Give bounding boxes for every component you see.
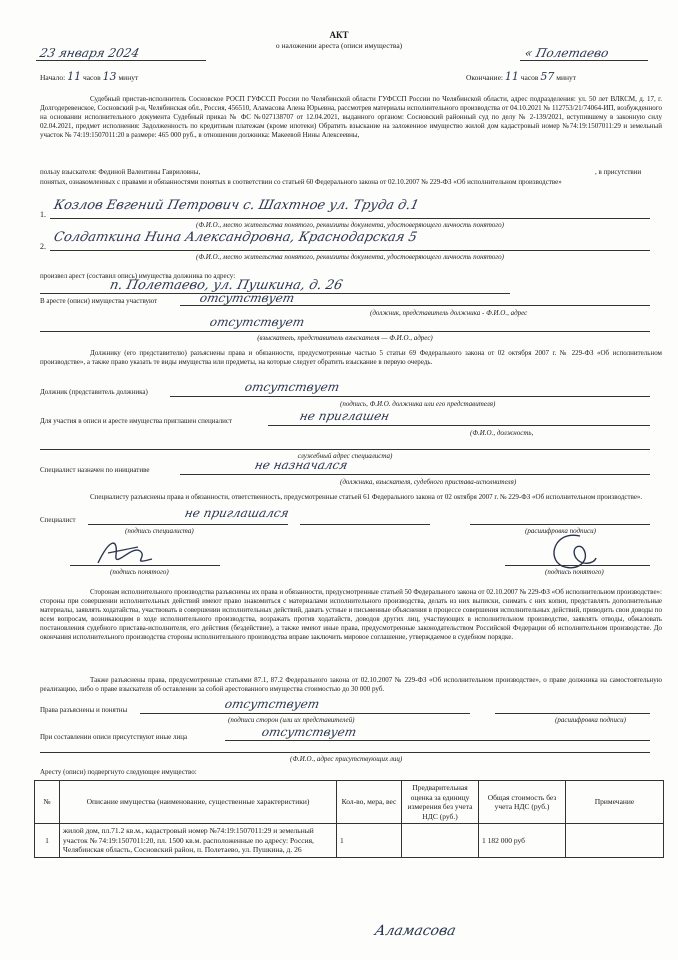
- parties-paragraph: Сторонам исполнительного производства разъяснены их права и обязанности, предусмотренные статьей 50 Федерального закона от 02.10.2007 № 229-ФЗ «Об исполнительном производстве»: стороны при совершении исполнительных действий имеют право знакомиться с материалами исполнительного производства, делать из них выписки, снимать с них копии, представлять дополнительные материалы, заявлять ходатайства, участвовать в совершении исполнительных действий, давать устные и письменные объяснения в процессе совершения исполнительных действий, приводить свои доводы по всем вопросам, возникающим в ходе исполнительного производства, возражать против ходатайств, доводов других лиц, участвующих в исполнительном производстве, заявлять отводы, обжаловать постановления судебного пристава-исполнителя, его действия (бездействие), а также имеют иные права, предусмотренные законодательством Российской Федерации об исполнительном производстве. До окончания исполнительного производства стороны исполнительного производства вправе заключить мировое соглашение, утверждаемое в судебном порядке.: [40, 588, 662, 641]
- absent-handwritten-2: отсутствует: [208, 315, 306, 329]
- debtor-sign-caption: (подпись, Ф.И.О. должника или его представителя): [340, 400, 496, 408]
- cell-note: [566, 824, 664, 858]
- others-label: При составлении описи присутствуют иные лица: [40, 733, 188, 741]
- presence-label: , в присутствии: [595, 168, 642, 176]
- cell-num: 1: [35, 824, 60, 858]
- not-invited-2-handwritten: не приглашался: [183, 506, 291, 520]
- cell-description: жилой дом, пл.71.2 кв.м., кадастровый номер №74:19:1507011:29 и земельный участок № 74:19:1507011:20, пл. 1500 кв.м. расположенные по адресу: Россия, Челябинская область, Сосновский район, п. Полетаево, ул. Пушкина, д. 26: [60, 824, 337, 858]
- col-total: Общая стоимость без учета НДС (руб.): [479, 781, 566, 824]
- place-handwritten: « Полетаево: [523, 46, 610, 60]
- rights-paragraph: Должнику (его представителю) разъяснены права и обязанности, предусмотренные частью 5 статьи 69 Федерального закона от 02 октября 2007 г. № 229-ФЗ «Об исполнительном производстве», а также право указать те виды имущества или предметы, на которые следует обратить взыскание в первую очередь.: [40, 349, 662, 366]
- specialist-sign-caption: (подпись специалиста): [125, 527, 194, 535]
- recoverer-caption: (взыскатель, представитель взыскателя — Ф.И.О., адрес): [257, 334, 433, 342]
- appointed-caption: (должника, взыскателя, судебного пристава-исполнителя): [340, 478, 517, 486]
- col-unit-price: Предварительная оценка за единицу измерения без учета НДС (руб.): [402, 781, 479, 824]
- col-note: Примечание: [566, 781, 664, 824]
- address-handwritten: п. Полетаево, ул. Пушкина, д. 26: [108, 278, 344, 293]
- end-time: Окончание: 11 часов 57 минут: [466, 70, 577, 83]
- not-invited-handwritten: не приглашен: [298, 409, 391, 423]
- absent-handwritten-1: отсутствует: [198, 291, 296, 305]
- appointed-label: Специалист назначен по инициативе: [40, 466, 150, 474]
- absent-handwritten-5: отсутствует: [260, 725, 358, 739]
- date-handwritten: 23 января 2024: [38, 46, 141, 60]
- property-table: [34, 780, 664, 858]
- witness2-signature: [540, 528, 600, 573]
- specialist-label: Для участия в описи и аресте имущества приглашен специалист: [40, 417, 233, 425]
- parties-sign-caption: (подписи сторон (или их представителей): [228, 716, 355, 724]
- decode-caption-2: (расшифровка подписи): [555, 716, 626, 724]
- cell-total: 1 182 000 руб: [479, 824, 566, 858]
- table-intro: Аресту (описи) подвергнуто следующее имущество:: [40, 768, 197, 776]
- witness1-signature: [90, 533, 160, 573]
- cell-quantity: 1: [337, 824, 402, 858]
- cell-unit-price: [402, 824, 479, 858]
- start-time: Начало: 11 часов 13 минут: [40, 70, 139, 83]
- doc-subtitle: о наложении ареста (описи имущества): [275, 41, 403, 50]
- explained-label: Права разъяснены и понятны: [40, 706, 128, 714]
- debtor-label: Должник (представитель должника): [40, 388, 148, 396]
- witness2-sign-caption: (подпись понятого): [545, 568, 604, 576]
- decode-caption: (расшифровка подписи): [525, 527, 596, 535]
- recoverer-line: пользу взыскателя: Фединой Валентины Гавриловны,: [40, 168, 201, 176]
- col-num: №: [35, 781, 60, 824]
- service-address-caption: служебный адрес специалиста): [297, 452, 393, 460]
- specialist-caption: (Ф.И.О., должность,: [470, 429, 534, 437]
- witness1-num: 1.: [40, 210, 46, 219]
- also-paragraph: Также разъяснены права, предусмотренные статьями 87.1, 87.2 Федерального закона от 02.10.2007 № 229-ФЗ «Об исполнительном производстве», о праве должника на самостоятельную реализацию, либо о праве взыскателя об оставлении за собой арестованного имущества стоимостью до 30 000 руб.: [40, 676, 662, 693]
- arrest-label: произвел арест (составил опись) имущества должника по адресу:: [40, 272, 236, 280]
- table-row: [35, 824, 664, 858]
- col-quantity: Кол-во, мера, вес: [337, 781, 402, 824]
- specialist-rights: Специалисту разъяснены права и обязанности, ответственность, предусмотренные статьей 61 Федерального закона от 02 октября 2007 г. № 229-ФЗ «Об исполнительном производстве».: [90, 493, 643, 501]
- witness2-handwritten: Солдаткина Нина Александровна, Краснодарская 5: [52, 230, 419, 245]
- witness2-caption: (Ф.И.О., место жительства понятого, реквизиты документа, удостоверяющего личность понятого): [196, 253, 504, 261]
- witness2-num: 2.: [40, 242, 46, 251]
- bottom-signature: Аламасова: [373, 923, 458, 939]
- witness1-sign-caption: (подпись понятого): [110, 568, 169, 576]
- absent-handwritten-3: отсутствует: [243, 380, 341, 394]
- absent-handwritten-4: отсутствует: [223, 697, 321, 711]
- intro-paragraph: Судебный пристав-исполнитель Сосновское РОСП ГУФССП России по Челябинской области ГУФССП России по Челябинской области, адрес подразделения: ул. 50 лет ВЛКСМ, д. 17, г. Долгодеревенское, Сосновский р-н, Челябинская обл., Россия, 456510, Аламасова Алена Юрьевна, рассмотрев материалы исполнительного производства от 04.10.2021 № 112753/21/74064-ИП, возбужденного на основании исполнительного документа Судебный приказ № ФС №027138707 от 12.04.2021, выданного органом: Сосновский районный суд по делу № 2-139/2021, вступившему в законную силу 02.04.2021, предмет исполнения: Задолженность по кредитным платежам (кроме ипотеки) Обратить взыскание на заложенное имущество жилой дом кадастровый номер №74:19:1507011:29 и земельный участок № 74:19:1507011:20 в размере: 465 000 руб., в отношении должника: Макеевой Нины Алексеевны,: [40, 95, 662, 139]
- col-description: Описание имущества (наименование, существенные характеристики): [60, 781, 337, 824]
- others-caption: (Ф.И.О., адрес присутствующих лиц): [290, 755, 403, 763]
- debtor-caption: (должник, представитель должника - Ф.И.О., адрес: [370, 309, 528, 317]
- not-appointed-handwritten: не назначался: [253, 458, 349, 472]
- witnesses-intro: понятых, ознакомленных с правами и обязанностями понятых в соответствии со статьей 60 Федерального закона от 02.10.2007 № 229-ФЗ «Об исполнительном производстве»: [40, 178, 562, 186]
- participants-label: В аресте (описи) имущества участвуют: [40, 297, 158, 305]
- table-header-row: [35, 781, 664, 824]
- witness1-handwritten: Козлов Евгений Петрович с. Шахтное ул. Труда д.1: [52, 198, 421, 213]
- witness1-caption: (Ф.И.О., место жительства понятого, реквизиты документа, удостоверяющего личность понятого): [196, 221, 504, 229]
- doc-title: АКТ: [329, 30, 349, 40]
- specialist-label-2: Специалист: [40, 516, 76, 524]
